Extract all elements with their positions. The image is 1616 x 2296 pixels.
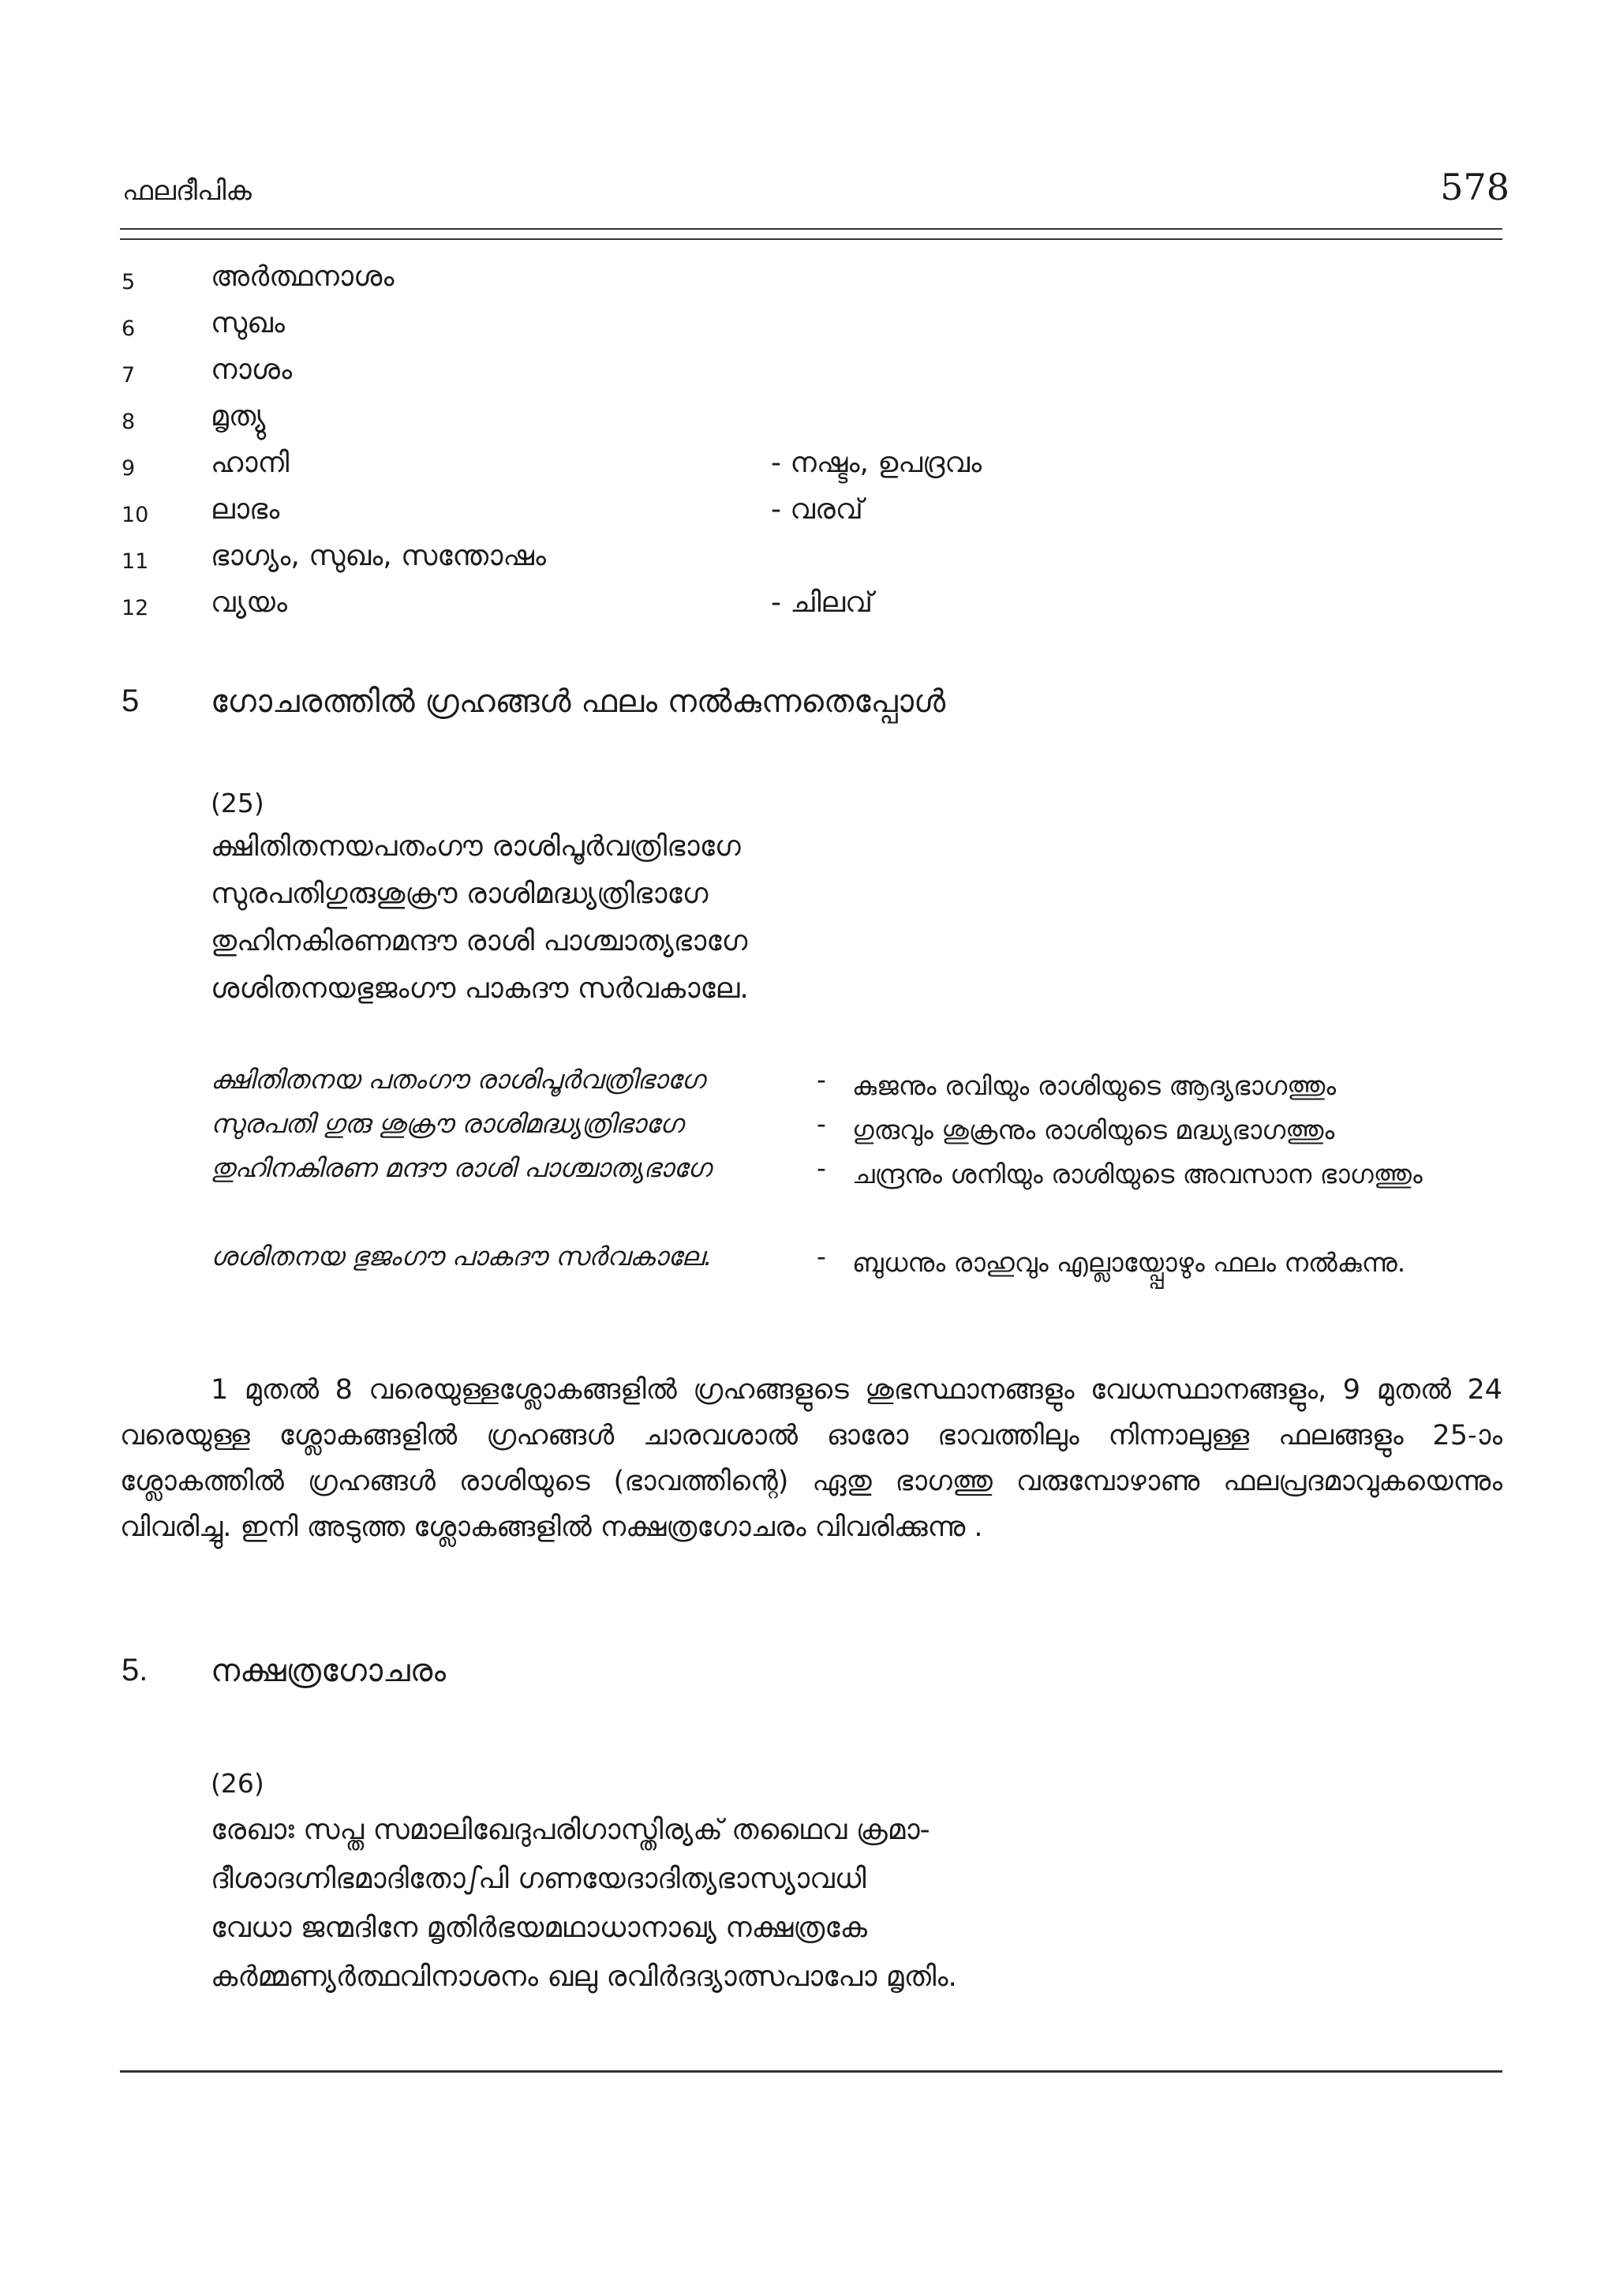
verse-line: ശശിതനയഭുജംഗൗ പാകദൗ സർവകാലേ. [211,972,749,1005]
item-term: ലാഭം [211,493,280,526]
gloss-source: തുഹിനകിരണ മന്ദൗ രാശി പാശ്ചാത്യഭാഗേ [211,1152,712,1183]
page-number: 578 [1440,166,1509,208]
item-term: ഹാനി [211,447,290,479]
item-term: അർത്ഥനാശം [211,260,395,293]
gloss-translation: കുജനും രവിയും രാശിയുടെ ആദ്യഭാഗത്തും [852,1070,1337,1101]
item-number: 6 [122,316,136,341]
verse-line: തുഹിനകിരണമന്ദൗ രാശി പാശ്ചാത്യഭാഗേ [211,925,748,957]
list-item [120,493,1502,537]
gloss-dash: - [817,1152,826,1183]
list-item [120,260,1502,305]
header-rule-bottom [120,238,1502,240]
verse-line: കർമ്മണ്യർത്ഥവിനാശനം ഖലു രവിർദദ്യാത്സപാപോ മൃതിം. [211,1961,957,1993]
item-term: സുഖം [211,307,285,339]
gloss-source: ശശിതനയ ഭുജംഗൗ പാകദൗ സർവകാലേ. [211,1241,713,1272]
item-number: 12 [122,596,149,620]
summary-paragraph [120,1367,1502,1550]
item-number: 5 [122,270,136,294]
footer-rule [120,2070,1502,2073]
item-term: വ്യയം [211,586,288,619]
item-term: മൃത്യു [211,400,266,433]
item-term: നാശം [211,354,293,386]
gloss-dash: - [817,1241,826,1272]
gloss-translation: ഗുരുവും ശുക്രനും രാശിയുടെ മദ്ധ്യഭാഗത്തും [852,1114,1335,1145]
section-number: 5 [122,684,140,718]
item-term: ഭാഗ്യം, സുഖം, സന്തോഷം [211,540,546,572]
summary-text: 1 മുതൽ 8 വരെയുള്ളശ്ലോകങ്ങളിൽ ഗ്രഹങ്ങളുടെ ശുഭസ്ഥാനങ്ങളും വേധസ്ഥാനങ്ങളും, 9 മുതൽ 24 വരെയുള്ള ശ്ലോകങ്ങളിൽ ഗ്രഹങ്ങൾ ചാരവശാൽ ഓരോ ഭാവത്തിലും നിന്നാലുള്ള ഫലങ്ങളും 25-ാം ശ്ലോകത്തിൽ ഗ്രഹങ്ങൾ രാശിയുടെ (ഭാവത്തിന്റെ) ഏതു ഭാഗത്തു വരുമ്പോഴാണു ഫലപ്രദമാവുകയെന്നും വിവരിച്ചു. ഇനി അടുത്ത ശ്ലോകങ്ങളിൽ നക്ഷത്രഗോചരം വിവരിക്കുന്നു . [120,1374,1502,1543]
list-item [120,400,1502,444]
verse-line: ദീശാദഗ്നിഭമാദിതോഽപി ഗണയേദാദിത്യഭാസ്യാവധി [211,1863,866,1895]
gloss-source: ക്ഷിതിതനയ പതംഗൗ രാശിപൂർവത്രിഭാഗേ [211,1064,705,1095]
verse-line: രേഖാഃ സപ്ത സമാലിഖേദുപരിഗാസ്തിര്യക് തഥൈവ ക്രമാ- [211,1814,930,1846]
running-header-title: ഫലദീപിക [122,175,252,207]
item-meaning: - വരവ് [771,493,863,526]
item-number: 9 [122,456,136,481]
list-item [120,540,1502,584]
verse-number: (25) [211,788,264,818]
gloss-dash: - [817,1064,826,1095]
verse-line: സുരപതിഗുരുശുക്രൗ രാശിമദ്ധ്യത്രിഭാഗേ [211,878,709,910]
gloss-dash: - [817,1108,826,1139]
list-item [120,354,1502,398]
list-item [120,307,1502,351]
item-number: 7 [122,363,136,388]
gloss-source: സുരപതി ഗുരു ശുക്രൗ രാശിമദ്ധ്യത്രിഭാഗേ [211,1108,683,1139]
verse-number: (26) [211,1768,264,1799]
list-item [120,447,1502,491]
section-number: 5. [122,1653,148,1687]
section-title: ഗോചരത്തിൽ ഗ്രഹങ്ങൾ ഫലം നൽകുന്നതെപ്പോൾ [211,684,946,720]
section-title: നക്ഷത്രഗോചരം [211,1653,447,1689]
item-number: 11 [122,549,149,574]
verse-line: ക്ഷിതിതനയപതംഗൗ രാശിപൂർവത്രിഭാഗേ [211,830,741,863]
list-item [120,586,1502,631]
item-number: 10 [122,503,149,527]
item-meaning: - ചിലവ് [771,586,873,619]
verse-line: വേധാ ജന്മദിനേ മൃതിർഭയമഥാധാനാഖ്യ നക്ഷത്രകേ [211,1912,867,1944]
gloss-translation: ബുധനും രാഹുവും എല്ലായ്പ്പോഴും ഫലം നൽകുന്നു. [852,1247,1406,1278]
item-meaning: - നഷ്ടം, ഉപദ്രവം [771,447,982,479]
header-rule-top [120,228,1502,230]
item-number: 8 [122,410,136,434]
gloss-translation: ചന്ദ്രനും ശനിയും രാശിയുടെ അവസാന ഭാഗത്തും [852,1159,1423,1189]
